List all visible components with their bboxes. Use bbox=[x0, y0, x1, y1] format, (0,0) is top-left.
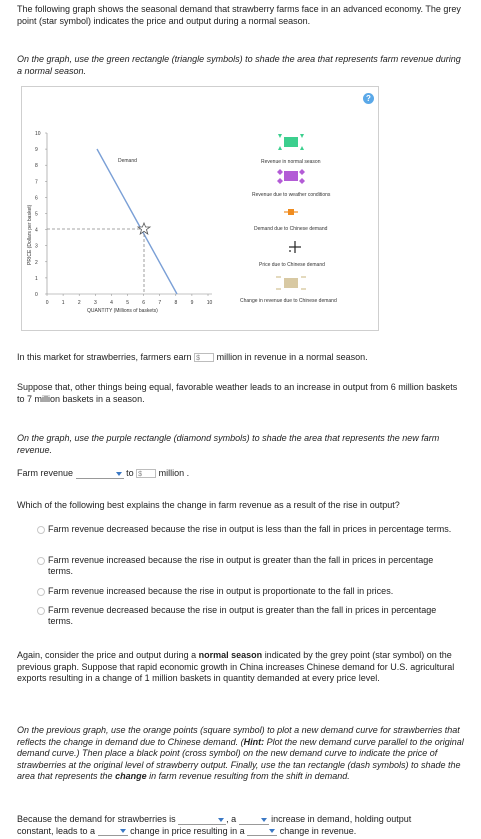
q1-revenue-input[interactable]: $ bbox=[194, 353, 214, 362]
instruction-2: On the graph, use the purple rectangle (diamond symbols) to shade the area that represents the new farm revenue. bbox=[17, 433, 440, 455]
option-2-label: Farm revenue increased because the rise in output is greater than the fall in prices in percentage terms. bbox=[48, 555, 434, 576]
tool-orange-points[interactable] bbox=[284, 209, 298, 215]
q2-suffix: million . bbox=[158, 468, 190, 478]
q4-size-dropdown[interactable] bbox=[239, 815, 269, 825]
y-ticks bbox=[35, 131, 47, 298]
x-tick-label: 2 bbox=[77, 300, 81, 306]
q4-price-change-dropdown[interactable] bbox=[98, 826, 128, 836]
q4-l2b: change in price resulting in a bbox=[130, 825, 245, 836]
option-4-label: Farm revenue decreased because the rise in output is greater than the fall in prices in percentage terms. bbox=[48, 605, 437, 626]
y-tick-label: 1 bbox=[35, 275, 38, 282]
y-tick-label: 9 bbox=[35, 147, 38, 154]
q3-text: Which of the following best explains the change in farm revenue as a result of the rise in output? bbox=[17, 500, 400, 510]
y-tick-label: 3 bbox=[35, 243, 38, 250]
instruction-3 bbox=[17, 725, 467, 783]
y-tick-label: 7 bbox=[35, 179, 38, 186]
option-2[interactable] bbox=[48, 555, 458, 577]
tool-black-cross-point[interactable] bbox=[289, 241, 301, 253]
para-3-b: indicated by the grey point (star symbol) on the previous graph. Suppose that rapid economic growth in China increases Chinese demand for U.S. agricultural exports resulting in a change of 1 million baskets in quantity demanded at every price level. bbox=[17, 650, 455, 683]
tool-green-rectangle[interactable] bbox=[278, 134, 304, 150]
y-tick-label: 4 bbox=[35, 227, 38, 234]
normal-season-star-point[interactable] bbox=[138, 223, 150, 234]
y-tick-label: 5 bbox=[35, 211, 38, 218]
y-tick-label: 8 bbox=[35, 163, 38, 170]
tool-purple-rectangle[interactable] bbox=[277, 169, 305, 184]
option-3-radio[interactable] bbox=[37, 588, 45, 596]
para-3-bold: normal season bbox=[198, 650, 263, 660]
tool-tan-rectangle[interactable] bbox=[276, 277, 306, 289]
tool-label-price-chinese: Price due to Chinese demand bbox=[259, 262, 325, 268]
tool-label-revenue-weather: Revenue due to weather conditions bbox=[252, 192, 331, 198]
y-tick-label: 10 bbox=[35, 131, 41, 137]
q4-line bbox=[17, 814, 467, 837]
graph-panel[interactable] bbox=[21, 86, 379, 331]
q2-to: to bbox=[126, 468, 134, 478]
y-axis-label: PRICE (Dollars per basket) bbox=[27, 204, 33, 265]
option-1-label: Farm revenue decreased because the rise in output is less than the fall in prices in percentage terms. bbox=[48, 524, 452, 534]
x-tick-label: 4 bbox=[110, 300, 113, 306]
option-4[interactable] bbox=[48, 605, 458, 627]
instruction-1: On the graph, use the green rectangle (triangle symbols) to shade the area that represents farm revenue during a normal season. bbox=[17, 54, 461, 76]
q4-l1b: , a bbox=[226, 814, 237, 824]
option-2-radio[interactable] bbox=[37, 557, 45, 565]
q4-l1c: increase in demand, holding output bbox=[271, 814, 412, 824]
q1-line bbox=[17, 352, 467, 364]
q4-l2a: constant, leads to a bbox=[17, 825, 96, 836]
x-tick-label: 5 bbox=[126, 300, 129, 306]
para-3 bbox=[17, 650, 467, 685]
option-4-radio[interactable] bbox=[37, 607, 45, 615]
instruction-3-b: Plot the new demand curve parallel to the original demand curve.) Then place a black point (cross symbol) on the new demand curve to indicate the price of strawberries at the original level of strawberry output. Finally, use the tan rectangle (dash symbols) to shade the area that represents the bbox=[17, 736, 464, 781]
y-tick-label: 2 bbox=[35, 259, 38, 266]
q1-prefix: In this market for strawberries, farmers earn bbox=[17, 352, 192, 362]
q4-elasticity-dropdown[interactable] bbox=[178, 815, 226, 825]
y-tick-label: 6 bbox=[35, 195, 38, 202]
demand-curve[interactable] bbox=[97, 149, 177, 294]
q2-prefix: Farm revenue bbox=[17, 468, 74, 478]
x-tick-label: 10 bbox=[206, 300, 213, 306]
intro-text: The following graph shows the seasonal demand that strawberry farms face in an advanced economy. The grey point (star symbol) indicates the price and output during a normal season. bbox=[17, 4, 461, 26]
x-tick-label: 1 bbox=[61, 300, 65, 306]
q4-l2c: change in revenue. bbox=[279, 825, 357, 836]
q1-suffix: million in revenue in a normal season. bbox=[216, 352, 368, 362]
x-axis-label: QUANTITY (Millions of baskets) bbox=[87, 308, 158, 314]
x-tick-label: 7 bbox=[158, 300, 162, 306]
q4-l1a: Because the demand for strawberries is bbox=[17, 814, 176, 824]
tool-label-demand-chinese: Demand due to Chinese demand bbox=[254, 226, 328, 232]
instruction-3-change: change bbox=[115, 771, 147, 781]
instruction-3-c: in farm revenue resulting from the shift in demand. bbox=[149, 771, 350, 781]
para-3-a: Again, consider the price and output during a bbox=[17, 650, 197, 660]
demand-label: Demand bbox=[118, 158, 137, 164]
option-3-label: Farm revenue increased because the rise in output is proportionate to the fall in prices. bbox=[48, 586, 394, 596]
y-tick-label: 0 bbox=[35, 292, 38, 298]
option-1-radio[interactable] bbox=[37, 526, 45, 534]
x-tick-label: 0 bbox=[45, 300, 49, 306]
x-tick-label: 6 bbox=[142, 300, 146, 306]
x-tick-label: 8 bbox=[174, 300, 178, 306]
para-2: Suppose that, other things being equal, favorable weather leads to an increase in output from 6 million baskets to 7 million baskets in a season. bbox=[17, 382, 458, 404]
q2-revenue-input[interactable]: $ bbox=[136, 469, 156, 478]
q4-revenue-change-dropdown[interactable] bbox=[247, 826, 277, 836]
option-1[interactable] bbox=[48, 524, 458, 535]
x-ticks bbox=[46, 294, 213, 306]
instruction-3-a: On the previous graph, use the orange points (square symbol) to plot a new demand curve for strawberries that reflects the change in demand due to Chinese demand. ( bbox=[17, 725, 460, 747]
tool-label-change-revenue: Change in revenue due to Chinese demand bbox=[240, 298, 337, 304]
option-3[interactable] bbox=[48, 586, 458, 597]
x-tick-label: 9 bbox=[190, 300, 194, 306]
q2-direction-dropdown[interactable] bbox=[76, 469, 124, 479]
tool-label-revenue-normal: Revenue in normal season bbox=[261, 159, 321, 165]
x-tick-label: 3 bbox=[94, 300, 97, 306]
graph-svg[interactable] bbox=[22, 87, 380, 332]
instruction-3-hint: Hint: bbox=[243, 736, 265, 747]
help-icon[interactable]: ? bbox=[363, 93, 374, 104]
q2-line bbox=[17, 468, 467, 480]
